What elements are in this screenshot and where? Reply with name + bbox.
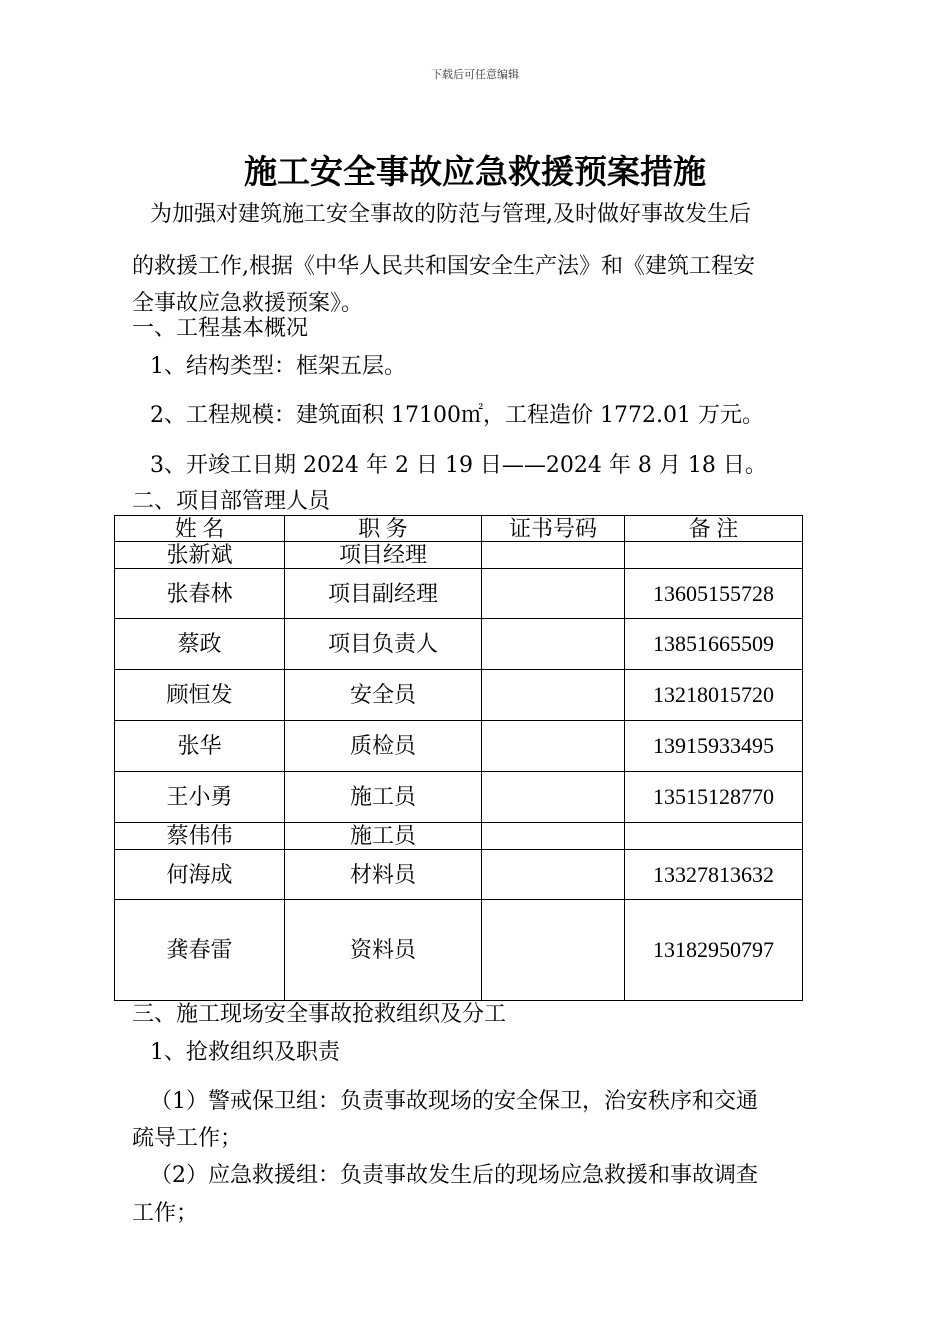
staff-note: 13915933495 [625,721,803,772]
staff-note: 13327813632 [625,850,803,900]
column-header: 姓 名 [115,516,285,542]
staff-note: 13515128770 [625,772,803,823]
staff-note [625,823,803,850]
staff-name: 王小勇 [115,772,285,823]
staff-name: 龚春雷 [115,900,285,1001]
column-header: 证书号码 [482,516,625,542]
duty-paragraph-line: （2）应急救援组：负责事故发生后的现场应急救援和事故调查 [150,1163,758,1188]
staff-note [625,542,803,569]
staff-cert [482,619,625,670]
staff-cert [482,823,625,850]
staff-name: 顾恒发 [115,670,285,721]
column-header: 职 务 [285,516,482,542]
table-row [115,619,803,670]
staff-note: 13851665509 [625,619,803,670]
table-row [115,823,803,850]
staff-table [114,515,803,1001]
duty-paragraph-line: 工作； [132,1201,199,1226]
staff-role: 项目副经理 [285,569,482,619]
staff-name: 张新斌 [115,542,285,569]
duty-paragraph-line: （1）警戒保卫组：负责事故现场的安全保卫，治安秩序和交通 [150,1089,758,1114]
staff-name: 何海成 [115,850,285,900]
table-row [115,542,803,569]
staff-cert [482,569,625,619]
staff-role: 施工员 [285,823,482,850]
document-title: 施工安全事故应急救援预案措施 [244,152,706,191]
column-header: 备 注 [625,516,803,542]
table-row [115,850,803,900]
intro-line: 全事故应急救援预案》。 [132,291,364,316]
staff-note: 13605155728 [625,569,803,619]
staff-cert [482,900,625,1001]
subsection-heading: 1、抢救组织及职责 [150,1040,340,1065]
table-row [115,569,803,619]
table-row [115,721,803,772]
section-heading: 一、工程基本概况 [132,316,309,341]
duty-paragraph-line: 疏导工作； [132,1126,243,1151]
staff-role: 施工员 [285,772,482,823]
staff-role: 材料员 [285,850,482,900]
staff-role: 项目经理 [285,542,482,569]
table-header-row [115,516,803,542]
section-heading: 二、项目部管理人员 [132,489,331,514]
staff-cert [482,772,625,823]
section-heading: 三、施工现场安全事故抢救组织及分工 [132,1002,507,1027]
intro-line: 为加强对建筑施工安全事故的防范与管理,及时做好事故发生后 [150,202,751,227]
staff-name: 蔡政 [115,619,285,670]
overview-item: 3、开竣工日期 2024 年 2 日 19 日——2024 年 8 月 18 日。 [150,453,767,478]
staff-role: 安全员 [285,670,482,721]
staff-role: 资料员 [285,900,482,1001]
staff-cert [482,721,625,772]
staff-cert [482,542,625,569]
staff-role: 项目负责人 [285,619,482,670]
overview-item: 2、工程规模：建筑面积 17100㎡，工程造价 1772.01 万元。 [150,403,764,428]
staff-cert [482,850,625,900]
staff-note: 13182950797 [625,900,803,1001]
overview-item: 1、结构类型：框架五层。 [150,354,406,379]
staff-name: 张华 [115,721,285,772]
page-header-note: 下载后可任意编辑 [431,68,519,81]
staff-cert [482,670,625,721]
table-row [115,772,803,823]
table-row [115,670,803,721]
intro-line: 的救援工作,根据《中华人民共和国安全生产法》和《建筑工程安 [132,254,755,279]
staff-note: 13218015720 [625,670,803,721]
staff-name: 张春林 [115,569,285,619]
table-row [115,900,803,1001]
staff-role: 质检员 [285,721,482,772]
staff-name: 蔡伟伟 [115,823,285,850]
